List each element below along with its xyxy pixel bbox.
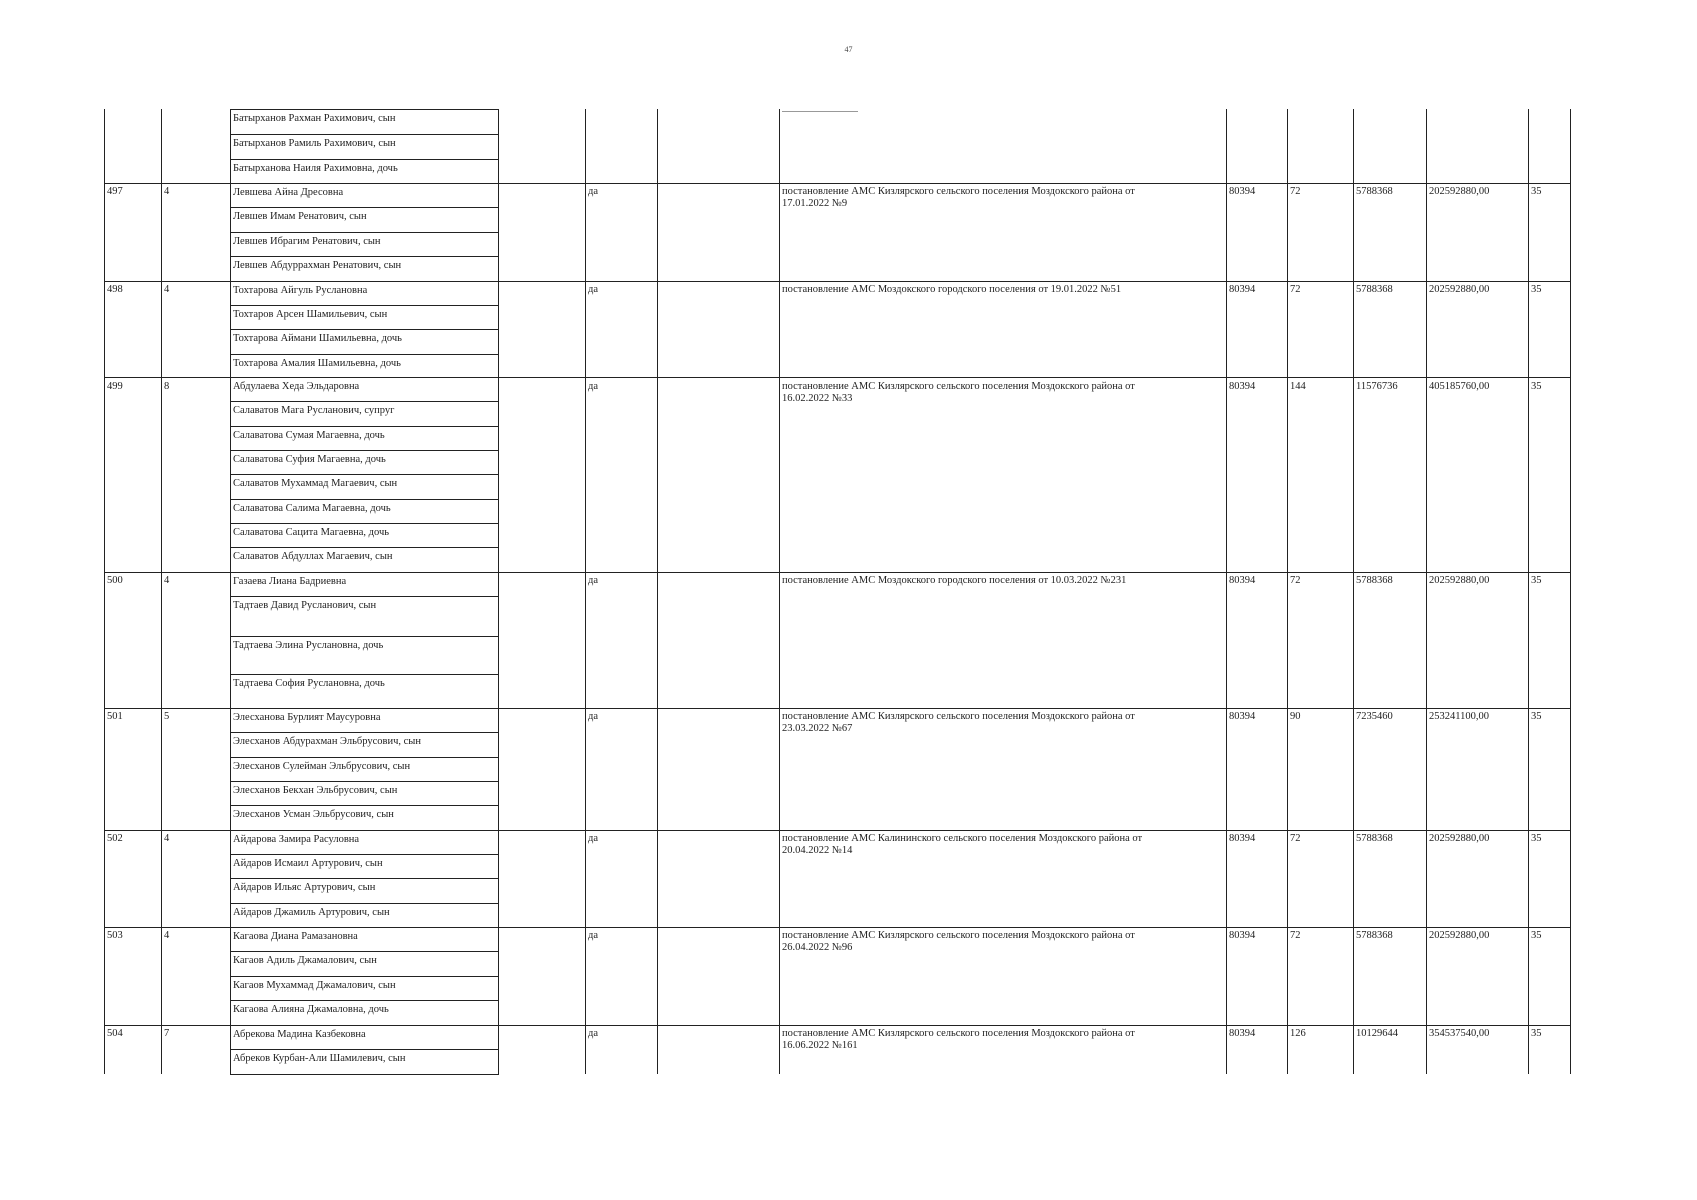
amount-cell: 10129644	[1356, 1028, 1398, 1039]
family-size-cell: 4	[164, 284, 170, 295]
column-line	[104, 109, 105, 1074]
member-cell: Салаватова Сумая Магаевна, дочь	[230, 426, 499, 451]
total-amount-cell: 202592880,00	[1429, 930, 1490, 941]
percent-cell: 35	[1531, 930, 1542, 941]
document-cell: постановление АМС Кизлярского сельского поселения Моздокского района от 23.03.2022 №67	[782, 711, 1135, 734]
document-cell: постановление АМС Кизлярского сельского поселения Моздокского района от 16.02.2022 №33	[782, 381, 1135, 404]
column-line	[1570, 109, 1571, 1074]
member-cell: Салаватова Суфия Магаевна, дочь	[230, 450, 499, 475]
column-line	[779, 109, 780, 1074]
family-size-cell: 4	[164, 833, 170, 844]
row-number-cell: 498	[107, 284, 123, 295]
member-cell: Салаватов Мухаммад Магаевич, сын	[230, 474, 499, 500]
page-number: 47	[844, 45, 853, 54]
member-cell: Левшева Айна Дресовна	[230, 183, 499, 208]
rate-cell: 80394	[1229, 1028, 1256, 1039]
total-amount-cell: 354537540,00	[1429, 1028, 1490, 1039]
member-cell: Айдаров Исмаил Артурович, сын	[230, 854, 499, 879]
total-amount-cell: 405185760,00	[1429, 381, 1490, 392]
area-cell: 72	[1290, 284, 1301, 295]
member-cell: Левшев Ибрагим Ренатович, сын	[230, 232, 499, 257]
member-cell: Тадтаева София Руслановна, дочь	[230, 674, 499, 709]
family-size-cell: 4	[164, 930, 170, 941]
family-size-cell: 7	[164, 1028, 170, 1039]
row-number-cell: 501	[107, 711, 123, 722]
member-cell: Элесханов Усман Эльбрусович, сын	[230, 805, 499, 831]
percent-cell: 35	[1531, 711, 1542, 722]
document-cell: постановление АМС Моздокского городского поселения от 19.01.2022 №51	[782, 284, 1122, 295]
column-line	[1226, 109, 1227, 1074]
flag-cell: да	[588, 711, 599, 722]
family-size-cell: 4	[164, 575, 170, 586]
document-cell: постановление АМС Кизлярского сельского поселения Моздокского района от 17.01.2022 №9	[782, 186, 1135, 209]
flag-cell: да	[588, 284, 599, 295]
member-cell: Абдулаева Хеда Эльдаровна	[230, 377, 499, 402]
member-cell: Салаватова Салима Магаевна, дочь	[230, 499, 499, 524]
document-cell: постановление АМС Моздокского городского поселения от 10.03.2022 №231	[782, 575, 1127, 586]
column-line	[1353, 109, 1354, 1074]
member-cell: Айдаров Ильяс Артурович, сын	[230, 878, 499, 904]
percent-cell: 35	[1531, 284, 1542, 295]
amount-cell: 5788368	[1356, 284, 1393, 295]
area-cell: 90	[1290, 711, 1301, 722]
row-number-cell: 500	[107, 575, 123, 586]
area-cell: 144	[1290, 381, 1306, 392]
area-cell: 72	[1290, 575, 1301, 586]
area-cell: 126	[1290, 1028, 1306, 1039]
member-cell: Элесханова Бурлият Маусуровна	[230, 708, 499, 733]
member-cell: Кагаов Мухаммад Джамалович, сын	[230, 976, 499, 1001]
amount-cell: 11576736	[1356, 381, 1398, 392]
member-cell: Тадтаева Элина Руслановна, дочь	[230, 636, 499, 675]
area-cell: 72	[1290, 930, 1301, 941]
member-cell: Салаватова Сацита Магаевна, дочь	[230, 523, 499, 548]
document-cell: постановление АМС Калининского сельского поселения Моздокского района от 20.04.2022 №14	[782, 833, 1143, 856]
rate-cell: 80394	[1229, 833, 1256, 844]
total-amount-cell: 202592880,00	[1429, 575, 1490, 586]
rate-cell: 80394	[1229, 930, 1256, 941]
flag-cell: да	[588, 381, 599, 392]
member-cell: Элесханов Сулейман Эльбрусович, сын	[230, 757, 499, 782]
flag-cell: да	[588, 575, 599, 586]
member-cell: Айдаров Джамиль Артурович, сын	[230, 903, 499, 928]
member-cell: Абрекова Мадина Казбековна	[230, 1025, 499, 1050]
percent-cell: 35	[1531, 833, 1542, 844]
amount-cell: 5788368	[1356, 186, 1393, 197]
member-cell: Кагаова Диана Рамазановна	[230, 927, 499, 952]
flag-cell: да	[588, 833, 599, 844]
member-cell: Тадтаев Давид Русланович, сын	[230, 596, 499, 637]
rate-cell: 80394	[1229, 711, 1256, 722]
row-number-cell: 497	[107, 186, 123, 197]
column-line	[1426, 109, 1427, 1074]
member-cell: Салаватов Мага Русланович, супруг	[230, 401, 499, 427]
percent-cell: 35	[1531, 1028, 1542, 1039]
document-cell: постановление АМС Кизлярского сельского поселения Моздокского района от 16.06.2022 №161	[782, 1028, 1135, 1051]
row-number-cell: 502	[107, 833, 123, 844]
total-amount-cell: 202592880,00	[1429, 186, 1490, 197]
area-cell: 72	[1290, 186, 1301, 197]
amount-cell: 5788368	[1356, 575, 1393, 586]
member-cell: Тохтарова Айгуль Руслановна	[230, 281, 499, 306]
rate-cell: 80394	[1229, 284, 1256, 295]
row-number-cell: 503	[107, 930, 123, 941]
total-amount-cell: 253241100,00	[1429, 711, 1489, 722]
member-cell: Элесханов Бекхан Эльбрусович, сын	[230, 781, 499, 806]
total-amount-cell: 202592880,00	[1429, 284, 1490, 295]
member-cell: Батырханов Рахман Рахимович, сын	[230, 109, 499, 135]
family-size-cell: 8	[164, 381, 170, 392]
member-cell: Тохтарова Аймани Шамильевна, дочь	[230, 329, 499, 355]
percent-cell: 35	[1531, 575, 1542, 586]
column-line	[657, 109, 658, 1074]
row-number-cell: 504	[107, 1028, 123, 1039]
member-cell: Батырханов Рамиль Рахимович, сын	[230, 134, 499, 160]
percent-cell: 35	[1531, 186, 1542, 197]
row-number-cell: 499	[107, 381, 123, 392]
amount-cell: 5788368	[1356, 930, 1393, 941]
family-size-cell: 4	[164, 186, 170, 197]
flag-cell: да	[588, 1028, 599, 1039]
member-cell: Айдарова Замира Расуловна	[230, 830, 499, 855]
member-cell: Левшев Абдуррахман Ренатович, сын	[230, 256, 499, 282]
flag-cell: да	[588, 186, 599, 197]
family-size-cell: 5	[164, 711, 170, 722]
member-cell: Тохтарова Амалия Шамильевна, дочь	[230, 354, 499, 378]
cutoff-mark	[782, 111, 858, 112]
member-cell: Батырханова Наиля Рахимовна, дочь	[230, 159, 499, 184]
member-cell: Кагаов Адиль Джамалович, сын	[230, 951, 499, 977]
total-amount-cell: 202592880,00	[1429, 833, 1490, 844]
member-cell: Кагаова Алияна Джамаловна, дочь	[230, 1000, 499, 1026]
amount-cell: 5788368	[1356, 833, 1393, 844]
amount-cell: 7235460	[1356, 711, 1393, 722]
column-line	[585, 109, 586, 1074]
member-cell: Салаватов Абдуллах Магаевич, сын	[230, 547, 499, 573]
member-cell: Абреков Курбан-Али Шамилевич, сын	[230, 1049, 499, 1075]
document-cell: постановление АМС Кизлярского сельского поселения Моздокского района от 26.04.2022 №96	[782, 930, 1135, 953]
member-cell: Газаева Лиана Бадриевна	[230, 572, 499, 597]
flag-cell: да	[588, 930, 599, 941]
percent-cell: 35	[1531, 381, 1542, 392]
area-cell: 72	[1290, 833, 1301, 844]
column-line	[161, 109, 162, 1074]
rate-cell: 80394	[1229, 381, 1256, 392]
rate-cell: 80394	[1229, 186, 1256, 197]
column-line	[1287, 109, 1288, 1074]
member-cell: Тохтаров Арсен Шамильевич, сын	[230, 305, 499, 330]
column-line	[1528, 109, 1529, 1074]
rate-cell: 80394	[1229, 575, 1256, 586]
member-cell: Левшев Имам Ренатович, сын	[230, 207, 499, 233]
member-cell: Элесханов Абдурахман Эльбрусович, сын	[230, 732, 499, 758]
